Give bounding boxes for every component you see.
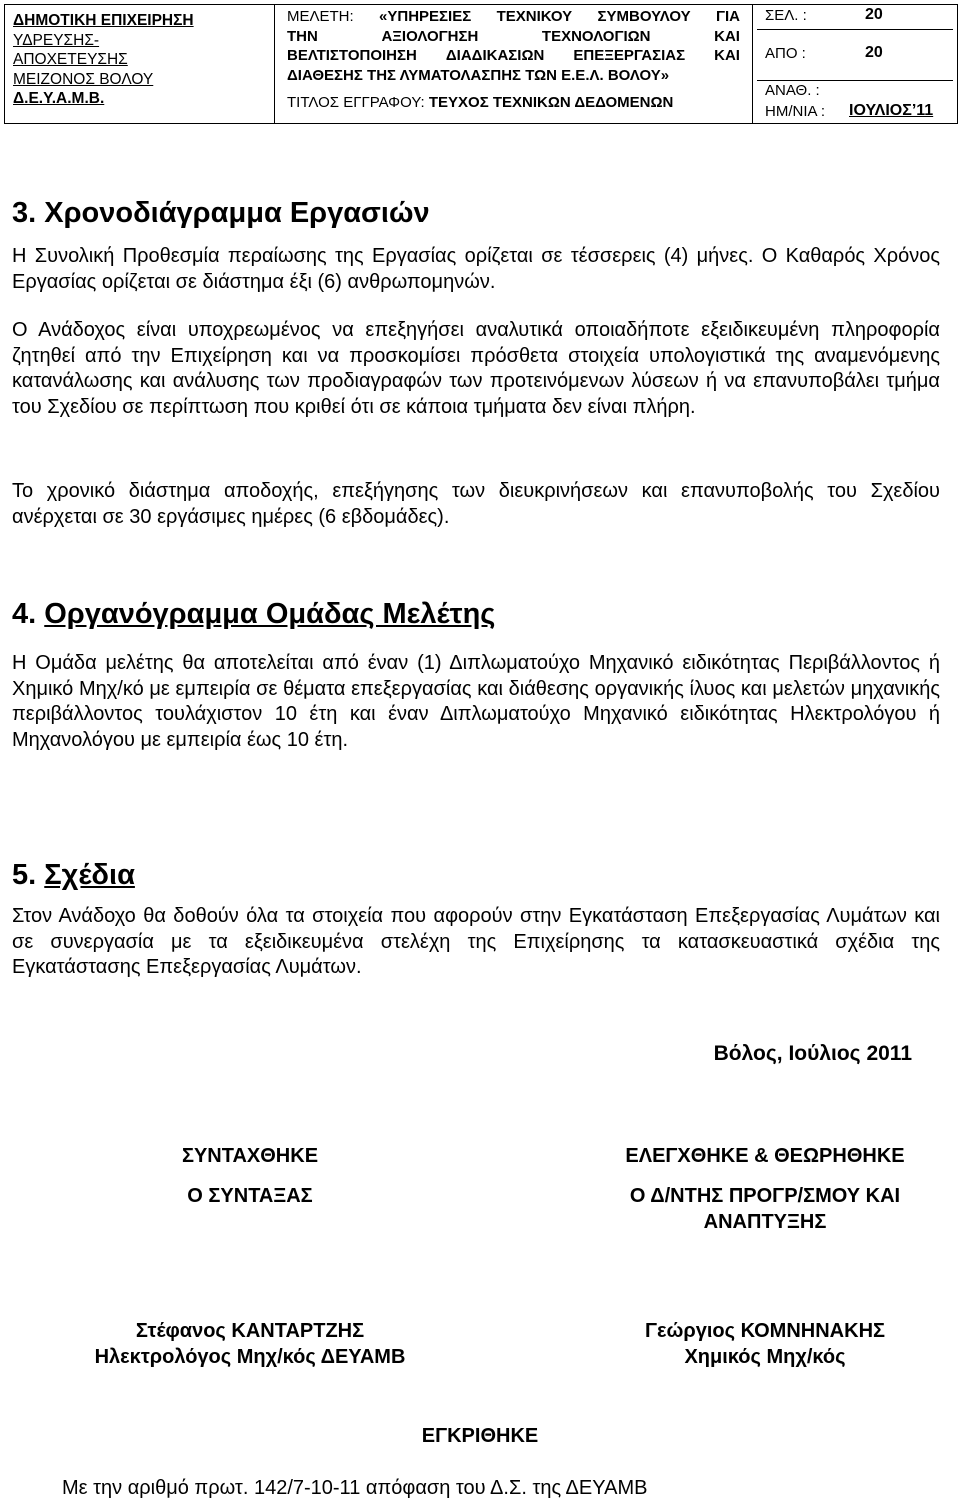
study-word: ΓΙΑ	[715, 8, 740, 25]
date-value: ΙΟΥΛΙΟΣ’11	[849, 102, 934, 119]
study-word: ΤΕΧΝΙΚΟΥ	[496, 8, 573, 25]
section-4-title	[12, 597, 495, 631]
study-word: ΚΑΙ	[714, 27, 740, 45]
date-label: ΗΜ/ΝΙΑ :	[765, 103, 826, 120]
section-3-title: 3. Χρονοδιάγραμμα Εργασιών	[12, 197, 430, 229]
study-word: ΤΗΝ	[287, 27, 318, 45]
section-4-paragraph-1: Η Ομάδα μελέτης θα αποτελείται από έναν (1) Διπλωματούχο Μηχανικό ειδικότητας Περιβάλλοντος ή Χημικό Μηχ/κό με εμπειρία σε θέματα επεξεργασίας και διάθεσης οργανικής ίλυος και μελετών μηχανικής περιβάλλοντος τουλάχιστον 10 έτη και έναν Διπλωματούχο Μηχανικό ειδικότητας Ηλεκτρολόγου ή Μηχανολόγου με εμπειρία έως 10 έτη.	[12, 652, 940, 751]
reviewer-role-line-2: ΑΝΑΠΤΥΞΗΣ	[703, 1211, 827, 1233]
page-label: ΣΕΛ. :	[765, 7, 807, 24]
document-header	[4, 4, 958, 124]
study-word: ΤΕΧΝΟΛΟΓΙΩΝ	[541, 27, 651, 45]
study-word: ΕΠΕΞΕΡΓΑΣΙΑΣ	[573, 47, 686, 64]
org-line-3: ΑΠΟΧΕΤΕΥΣΗΣ	[13, 51, 128, 68]
study-word: ΚΑΙ	[714, 47, 740, 64]
reviewer-role-line-1: Ο Δ/ΝΤΗΣ ΠΡΟΓΡ/ΣΜΟΥ ΚΑΙ	[629, 1185, 901, 1207]
page-number: 20	[865, 6, 883, 23]
reviewer-name: Γεώργιος ΚΟΜΝΗΝΑΚΗΣ	[644, 1320, 886, 1342]
author-name: Στέφανος ΚΑΝΤΑΡΤΖΗΣ	[135, 1320, 365, 1342]
reviewer-title: Χημικός Μηχ/κός	[684, 1346, 846, 1368]
section-4-heading: Οργανόγραμμα Ομάδας Μελέτης	[44, 598, 496, 630]
study-word: ΒΕΛΤΙΣΤΟΠΟΙΗΣΗ	[287, 47, 417, 64]
organization-cell	[5, 5, 275, 123]
org-line-4: ΜΕΙΖΟΝΟΣ ΒΟΛΟΥ	[13, 70, 154, 88]
revision-label: ΑΝΑΘ. :	[765, 82, 820, 99]
study-word: ΔΙΑΔΙΚΑΣΙΩΝ	[445, 47, 545, 64]
divider	[757, 80, 953, 81]
total-pages: 20	[865, 44, 883, 61]
document-title: ΤΕΥΧΟΣ ΤΕΧΝΙΚΩΝ ΔΕΔΟΜΕΝΩΝ	[428, 94, 674, 111]
section-5-number: 5.	[12, 859, 37, 891]
total-pages-label: ΑΠΟ :	[765, 45, 806, 62]
author-role: Ο ΣΥΝΤΑΞΑΣ	[187, 1185, 313, 1207]
place-and-date: Βόλος, Ιούλιος 2011	[713, 1042, 912, 1065]
section-4-number: 4.	[12, 598, 37, 630]
org-line-2: ΥΔΡΕΥΣΗΣ-	[13, 31, 100, 49]
org-line-1: ΔΗΜΟΤΙΚΗ ΕΠΙΧΕΙΡΗΣΗ	[13, 12, 194, 29]
page-info-cell	[753, 5, 957, 123]
study-cell	[275, 5, 753, 123]
section-3-paragraph-2: Ο Ανάδοχος είναι υποχρεωμένος να επεξηγήσει αναλυτικά οποιαδήποτε εξειδικευμένη πληροφορία ζητηθεί από την Επιχείρηση και να προσκομίσει πρόσθετα στοιχεία υπολογιστικά της αναμενόμενης κατανάλωσης και ανάλυσης των προδιαγραφών των προτεινόμενων λύσεων ή να επανυποβάλει τμήμα του Σχεδίου σε περίπτωση που κριθεί ότι σε κάποια τμήματα δεν είναι πλήρη.	[12, 319, 940, 418]
study-word: ΔΙΑΘΕΣΗΣ ΤΗΣ ΛΥΜΑΤΟΛΑΣΠΗΣ ΤΩΝ Ε.Ε.Λ. ΒΟΛΟΥ»	[287, 66, 670, 84]
section-3-paragraph-1: Η Συνολική Προθεσμία περαίωσης της Εργασίας ορίζεται σε τέσσερεις (4) μήνες. Ο Καθαρός Χρόνος Εργασίας ορίζεται σε διάστημα έξι (6) ανθρωπομηνών.	[12, 245, 940, 293]
study-word: «ΥΠΗΡΕΣΙΕΣ	[379, 8, 472, 25]
author-title: Ηλεκτρολόγος Μηχ/κός ΔΕΥΑΜΒ	[94, 1346, 406, 1368]
approval-decision: Με την αριθμό πρωτ. 142/7-10-11 απόφαση του Δ.Σ. της ΔΕΥΑΜΒ	[62, 1477, 648, 1499]
composed-by-heading: ΣΥΝΤΑΧΘΗΚΕ	[181, 1145, 319, 1167]
divider	[757, 29, 953, 30]
study-word: ΑΞΙΟΛΟΓΗΣΗ	[381, 27, 479, 45]
org-abbreviation: Δ.Ε.Υ.Α.Μ.Β.	[13, 90, 105, 107]
document-title-line	[287, 93, 673, 113]
checked-by-heading: ΕΛΕΓΧΘΗΚΕ & ΘΕΩΡΗΘΗΚΕ	[625, 1145, 905, 1167]
document-title-label: ΤΙΤΛΟΣ ΕΓΓΡΑΦΟΥ:	[287, 94, 425, 111]
study-label: ΜΕΛΕΤΗ:	[287, 8, 354, 25]
approved-heading: ΕΓΚΡΙΘΗΚΕ	[421, 1425, 539, 1447]
section-5-paragraph-1: Στον Ανάδοχο θα δοθούν όλα τα στοιχεία που αφορούν στην Εγκατάσταση Επεξεργασίας Λυμάτων και σε συνεργασία με τα εξειδικευμένα στελέχη της Επιχείρησης τα κατασκευαστικά σχέδια της Εγκατάστασης Επεξεργασίας Λυμάτων.	[12, 905, 940, 978]
study-title	[287, 7, 740, 85]
section-5-heading: Σχέδια	[44, 859, 135, 891]
section-3-paragraph-3: Το χρονικό διάστημα αποδοχής, επεξήγησης των διευκρινήσεων και επανυποβολής του Σχεδίου ανέρχεται σε 30 εργάσιμες ημέρες (6 εβδομάδες).	[12, 480, 940, 528]
study-word: ΣΥΜΒΟΥΛΟΥ	[597, 8, 691, 25]
section-5-title	[12, 858, 135, 892]
